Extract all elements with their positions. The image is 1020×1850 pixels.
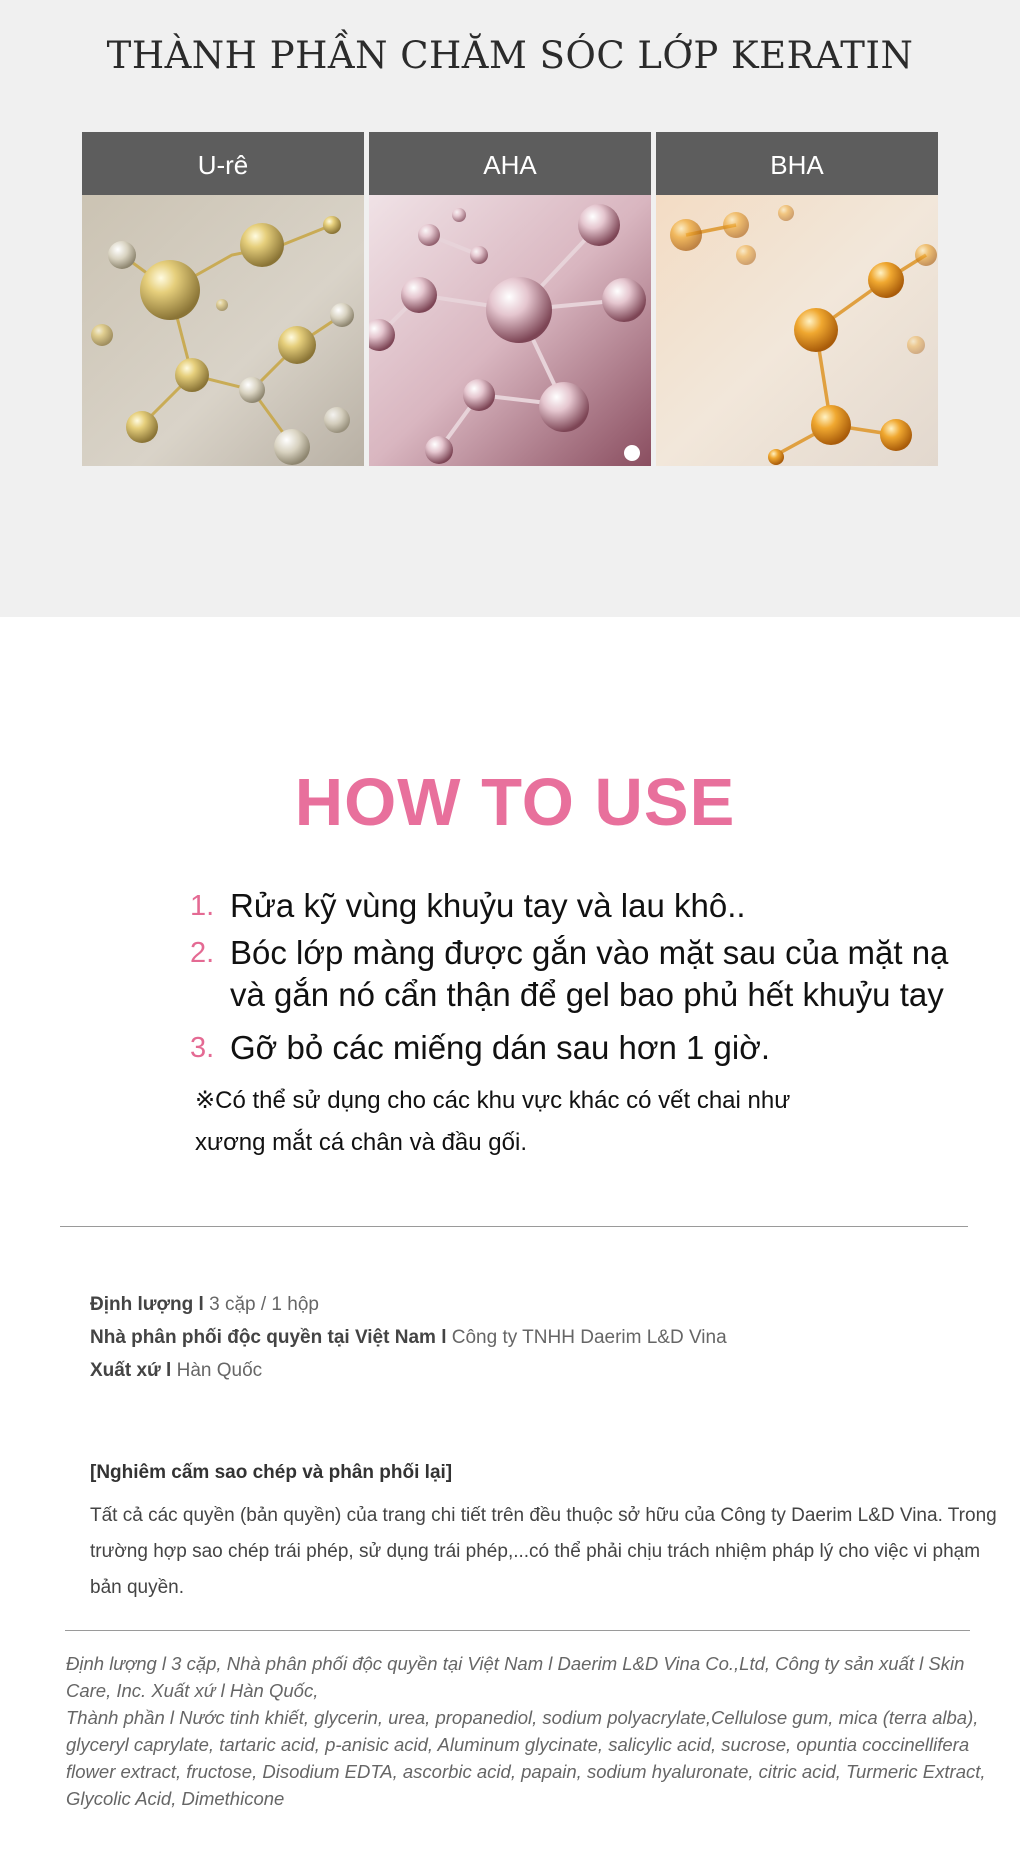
step-number: 1. xyxy=(190,890,215,922)
spec-label: Định lượng l xyxy=(90,1294,204,1315)
ingredients-section xyxy=(0,0,1020,617)
ingredient-card-aha xyxy=(369,132,651,466)
usage-note-line: xương mắt cá chân và đầu gối. xyxy=(195,1129,527,1156)
product-specs xyxy=(90,1288,727,1387)
step-3 xyxy=(190,1027,770,1069)
step-text: Rửa kỹ vùng khuỷu tay và lau khô.. xyxy=(230,887,746,924)
product-info-footer xyxy=(66,1650,1006,1812)
step-text: Gỡ bỏ các miếng dán sau hơn 1 giờ. xyxy=(230,1029,771,1066)
title-shadow-decoration xyxy=(410,84,610,90)
step-2 xyxy=(190,932,948,1016)
ingredient-card-label: U-rê xyxy=(82,132,364,195)
footer-info-line: Định lượng l 3 cặp, Nhà phân phối độc quyền tại Việt Nam l Daerim L&D Vina Co.,Ltd, Công ty sản xuất l Skin Care, Inc. Xuất xứ l Hàn Quốc, xyxy=(66,1653,965,1701)
spec-label: Nhà phân phối độc quyền tại Việt Nam l xyxy=(90,1327,447,1348)
footer-ingredients: Thành phần l Nước tinh khiết, glycerin, urea, propanediol, sodium polyacrylate,Cellulose gum, mica (terra alba), glyceryl caprylate, tartaric acid, p-anisic acid, Aluminum glycinate, salicylic acid, sucrose, opuntia coccinellifera flower extract, fructose, Disodium EDTA, ascorbic acid, papain, sodium hyaluronate, citric acid, Turmeric Extract, Glycolic Acid, Dimethicone xyxy=(66,1707,986,1809)
aha-molecule-image xyxy=(369,195,651,466)
copyright-body: Tất cả các quyền (bản quyền) của trang chi tiết trên đều thuộc sở hữu của Công ty Daerim L&D Vina. Trong trường hợp sao chép trái phép, sử dụng trái phép,...có thể phải chịu trách nhiệm pháp lý cho việc vi phạm bản quyền. xyxy=(90,1505,997,1598)
step-1 xyxy=(190,885,746,927)
spec-label: Xuất xứ l xyxy=(90,1360,172,1381)
step-number: 2. xyxy=(190,937,215,969)
ingredients-title: THÀNH PHẦN CHĂM SÓC LỚP KERATIN xyxy=(106,34,914,77)
urea-molecule-image xyxy=(82,195,364,466)
spec-value: Hàn Quốc xyxy=(176,1360,263,1381)
how-to-use-title: HOW TO USE xyxy=(294,765,736,840)
ingredient-card-label: AHA xyxy=(369,132,651,195)
bha-molecule-image xyxy=(656,195,938,466)
step-number: 3. xyxy=(190,1032,215,1064)
divider xyxy=(65,1630,970,1631)
spec-quantity xyxy=(90,1288,727,1321)
step-text-line: và gắn nó cẩn thận để gel bao phủ hết khuỷu tay xyxy=(230,976,944,1013)
ingredient-card-bha xyxy=(656,132,938,466)
spec-value: Công ty TNHH Daerim L&D Vina xyxy=(451,1327,727,1348)
ingredient-card-urea xyxy=(82,132,364,466)
usage-note-line: ※Có thể sử dụng cho các khu vực khác có vết chai như xyxy=(195,1087,791,1114)
spec-origin xyxy=(90,1354,727,1387)
spec-distributor xyxy=(90,1321,727,1354)
spec-value: 3 cặp / 1 hộp xyxy=(209,1294,319,1315)
usage-note xyxy=(195,1080,835,1164)
ingredient-card-label: BHA xyxy=(656,132,938,195)
divider xyxy=(60,1226,968,1227)
copyright-heading: [Nghiêm cấm sao chép và phân phối lại] xyxy=(90,1462,453,1483)
step-text xyxy=(230,932,948,1016)
step-text-line: Bóc lớp màng được gắn vào mặt sau của mặt nạ xyxy=(230,934,949,971)
